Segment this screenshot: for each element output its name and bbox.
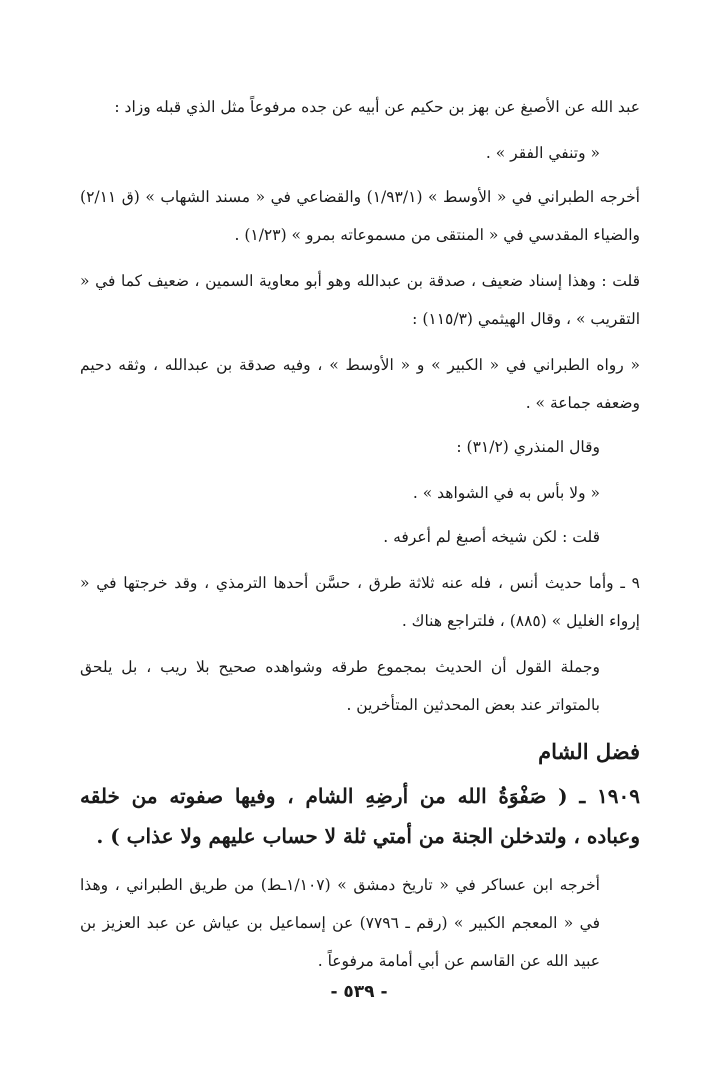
- quote-1: « وتنفي الفقر » .: [485, 144, 600, 162]
- quote-3: « ولا بأس به في الشواهد » .: [412, 484, 600, 502]
- paragraph-8: أخرجه ابن عساكر في « تاريخ دمشق » (١/١٠٧ـط) من طريق الطبراني ، وهذا في « المعجم الكبير » (رقم ـ ٧٧٩٦) عن إسماعيل بن عياش عن عبد العزيز بن عبيد الله عن القاسم عن أبي أمامة مرفوعاً .: [80, 876, 600, 970]
- paragraph-1: عبد الله عن الأصبغ عن بهز بن حكيم عن أبيه عن جده مرفوعاً مثل الذي قبله وزاد :: [114, 98, 640, 116]
- paragraph-6: ٩ ـ وأما حديث أنس ، فله عنه ثلاثة طرق ، حسَّن أحدها الترمذي ، وقد خرجتها في « إرواء الغليل » (٨٨٥) ، فلتراجع هناك .: [80, 574, 640, 630]
- page-number: - ٥٣٩ -: [330, 982, 388, 1002]
- paragraph-5: قلت : لكن شيخه أصبغ لم أعرفه .: [383, 528, 600, 546]
- paragraph-4: وقال المنذري (٣١/٢) :: [456, 438, 600, 456]
- paragraph-7: وجملة القول أن الحديث بمجموع طرقه وشواهده صحيح بلا ريب ، بل يلحق بالمتواتر عند بعض المحدثين المتأخرين .: [80, 658, 600, 714]
- paragraph-2: أخرجه الطبراني في « الأوسط » (١/٩٣/١) والقضاعي في « مسند الشهاب » (ق ٢/١١) والضياء المقدسي في « المنتقى من مسموعاته بمرو » (١/٢٣) .: [80, 188, 640, 244]
- paragraph-3: قلت : وهذا إسناد ضعيف ، صدقة بن عبدالله وهو أبو معاوية السمين ، ضعيف كما في « التقريب » ، وقال الهيثمي (١١٥/٣) :: [80, 272, 640, 328]
- page-body: [80, 88, 640, 988]
- quote-2: « رواه الطبراني في « الكبير » و « الأوسط » ، وفيه صدقة بن عبدالله ، وثقه دحيم وضعفه جماعة » .: [80, 356, 640, 412]
- hadith-text: ١٩٠٩ ـ ( صَفْوَةُ الله من أرضِهِ الشام ، وفيها صفوته من خلقه وعباده ، ولتدخلن الجنة من أمتي ثلة لا حساب عليهم ولا عذاب ) .: [80, 784, 640, 848]
- section-heading: فضل الشام: [538, 739, 640, 764]
